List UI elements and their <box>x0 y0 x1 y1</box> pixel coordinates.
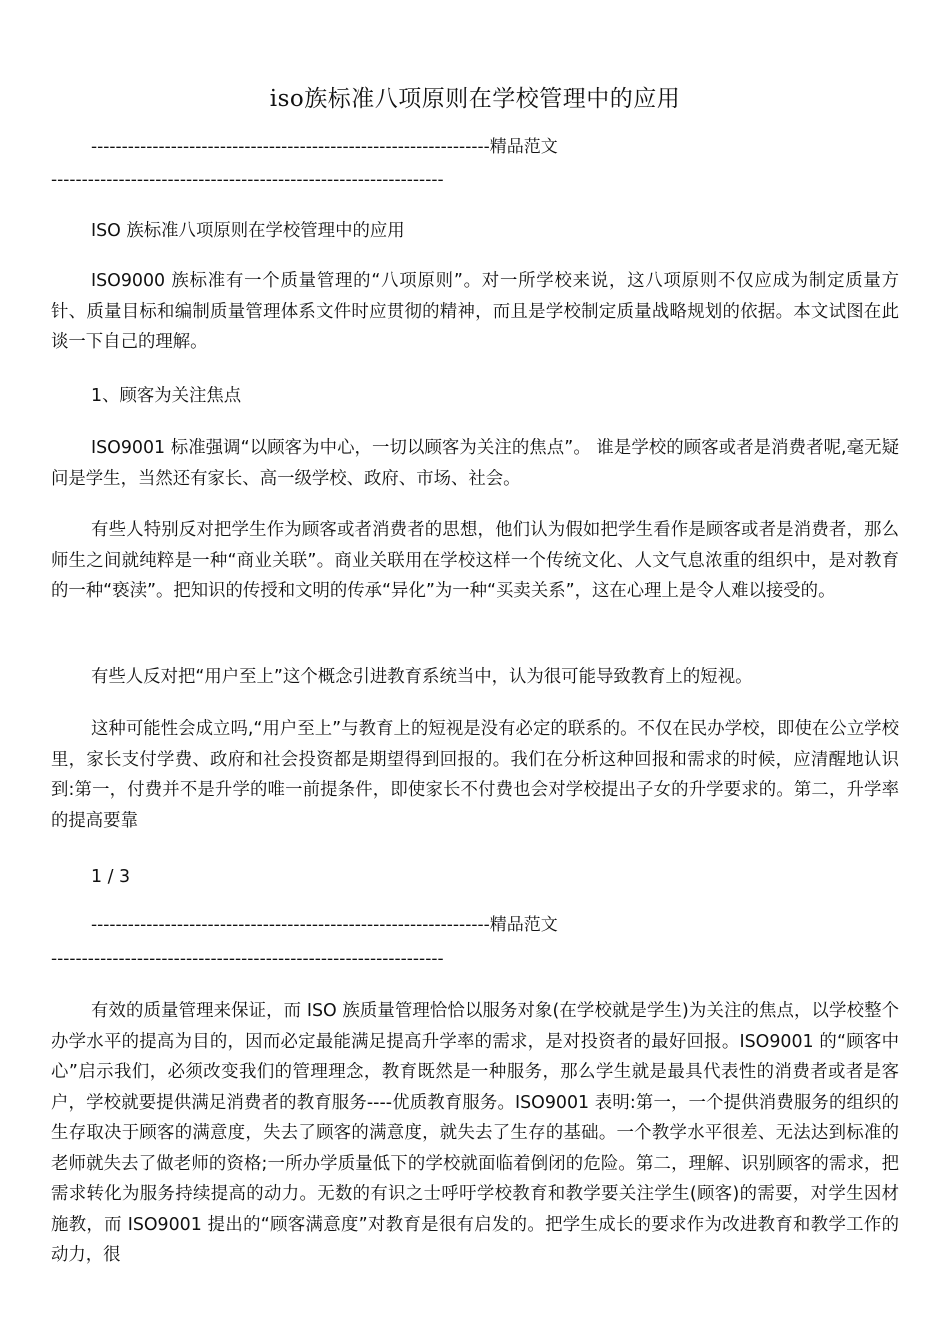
paragraph-objection-1: 有些人特别反对把学生作为顾客或者消费者的思想，他们认为假如把学生看作是顾客或者是消费者，那么师生之间就纯粹是一种“商业关联”。商业关联用在学校这样一个传统文化、人文气息浓重的组织中，是对教育的一种“亵渎”。把知识的传授和文明的传承“异化”为一种“买卖关系”，这在心理上是令人难以接受的。 <box>51 520 899 601</box>
separator-header: -----------------------------------------------------------------精品范文 <box>91 137 558 157</box>
paragraph-intro: ISO9000 族标准有一个质量管理的“八项原则”。对一所学校来说，这八项原则不仅应成为制定质量方针、质量目标和编制质量管理体系文件时应贯彻的精神，而且是学校制定质量战略规划的依据。本文试图在此谈一下自己的理解。 <box>51 271 899 352</box>
separator-header-2: -----------------------------------------------------------------精品范文 <box>91 915 558 935</box>
paragraph-customer-definition: ISO9001 标准强调“以顾客为中心，一切以顾客为关注的焦点”。 谁是学校的顾客或者是消费者呢,毫无疑问是学生，当然还有家长、高一级学校、政府、市场、社会。 <box>51 438 899 489</box>
separator-line-2: ---------------------------------------------------------------- <box>51 949 444 969</box>
section-heading-1: 1、顾客为关注焦点 <box>91 386 242 406</box>
paragraph-quality-management: 有效的质量管理来保证，而 ISO 族质量管理恰恰以服务对象(在学校就是学生)为关注的焦点，以学校整个办学水平的提高为目的，因而必定最能满足提高升学率的需求，是对投资者的最好回报。ISO9001 的“顾客中心”启示我们，必须改变我们的管理理念，教育既然是一种服务，那么学生就是最具代表性的消费者或者是客户，学校就要提供满足消费者的教育服务----优质教育服务。ISO9001 表明:第一，一个提供消费服务的组织的生存取决于顾客的满意度，失去了顾客的满意度，就失去了生存的基础。一个教学水平很差、无法达到标准的老师就失去了做老师的资格;一所办学质量低下的学校就面临着倒闭的危险。第二，理解、识别顾客的需求，把需求转化为服务持续提高的动力。无数的有识之士呼吁学校教育和教学要关注学生(顾客)的需要，对学生因材施教，而 ISO9001 提出的“顾客满意度”对教育是很有启发的。把学生成长的要求作为改进教育和教学工作的动力，很 <box>51 1001 899 1265</box>
paragraph-objection-2: 有些人反对把“用户至上”这个概念引进教育系统当中，认为很可能导致教育上的短视。 <box>91 667 753 687</box>
paragraph-subtitle: ISO 族标准八项原则在学校管理中的应用 <box>91 221 405 241</box>
page-number: 1 / 3 <box>91 867 131 887</box>
paragraph-rebuttal: 这种可能性会成立吗,“用户至上”与教育上的短视是没有必定的联系的。不仅在民办学校，即使在公立学校里，家长支付学费、政府和社会投资都是期望得到回报的。我们在分析这种回报和需求的时候，应清醒地认识到:第一，付费并不是升学的唯一前提条件，即使家长不付费也会对学校提出子女的升学要求的。第二，升学率的提高要靠 <box>51 719 899 831</box>
separator-line: ---------------------------------------------------------------- <box>51 170 444 190</box>
document-title: iso族标准八项原则在学校管理中的应用 <box>269 86 681 112</box>
